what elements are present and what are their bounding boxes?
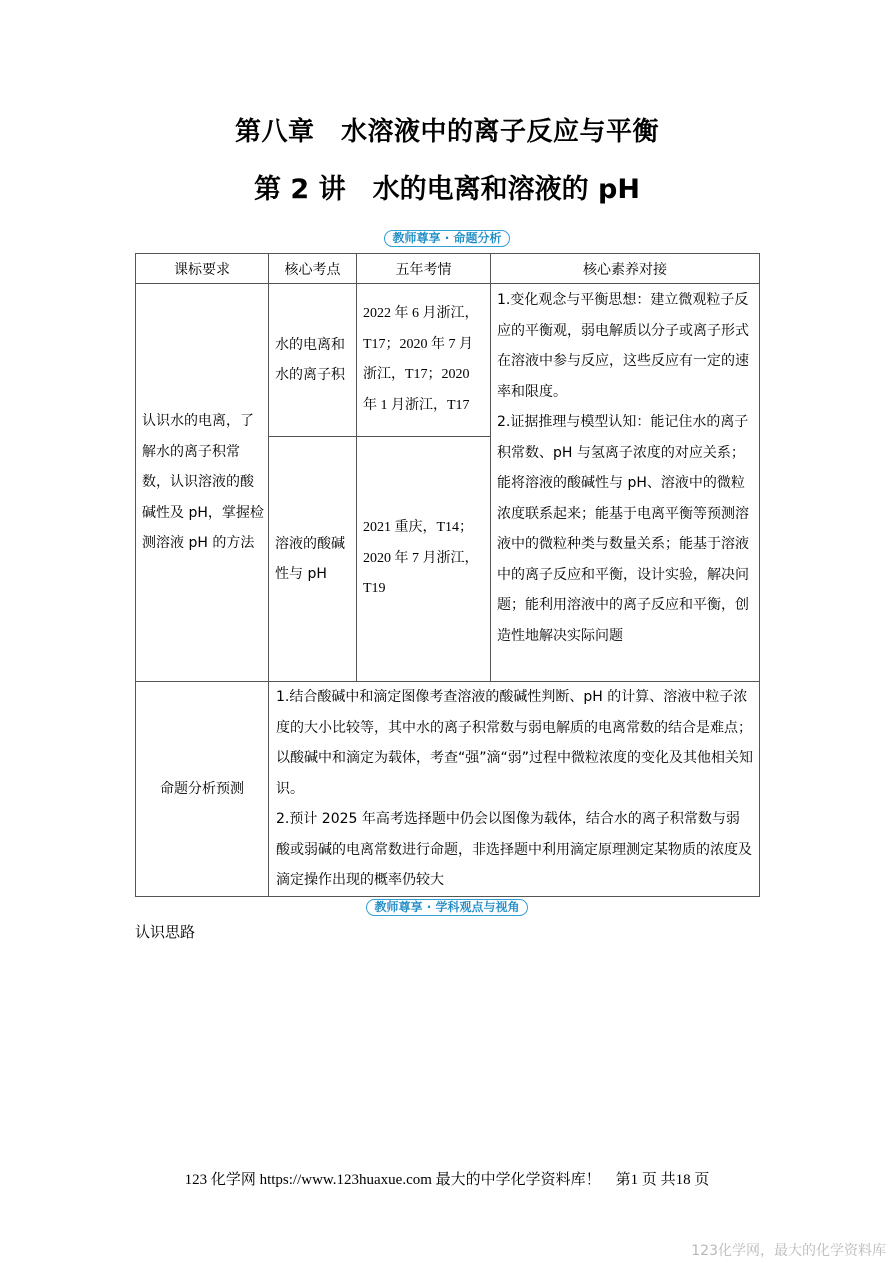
literacy-cell: 1.变化观念与平衡思想：建立微观粒子反应的平衡观，弱电解质以分子或离子形式在溶液中参与反应，这些反应有一定的速率和限度。 2.证据推理与模型认知：能记住水的离子积常数、pH 与氢离子浓度的对应关系；能将溶液的酸碱性与 pH、溶液中的微粒浓度联系起来；能基于电离平衡等预测溶液中的微粒种类与数量关系；能基于溶液中的离子反应和平衡，设计实验，解决问题；能利用溶液中的离子反应和平衡，创造性地解决实际问题 <box>491 284 760 682</box>
table-row <box>136 284 760 437</box>
badge-label: 教师尊享 · 命题分析 <box>384 230 511 247</box>
page-footer: 123 化学网 https://www.123huaxue.com 最大的中学化学资料库！ 第1 页 共18 页 <box>184 1172 710 1188</box>
badge-teacher-analysis <box>0 227 894 247</box>
header-literacy: 核心素养对接 <box>491 254 760 284</box>
badge-teacher-perspective <box>0 896 894 916</box>
section-heading: 认识思路 <box>135 923 196 941</box>
curriculum-cell: 认识水的电离，了解水的离子积常数，认识溶液的酸碱性及 pH，掌握检测溶液 pH 的方法 <box>136 284 269 682</box>
header-core-points: 核心考点 <box>269 254 357 284</box>
core-point-1: 水的电离和水的离子积 <box>269 284 357 437</box>
lecture-title: 第 2 讲 水的电离和溶液的 pH <box>254 174 640 205</box>
watermark: 123化学网，最大的化学资料库 <box>691 1243 886 1259</box>
header-five-year-exams: 五年考情 <box>357 254 491 284</box>
exam-record-1: 2022 年 6 月浙江，T17；2020 年 7 月浙江，T17；2020 年 1 月浙江，T17 <box>357 284 491 437</box>
analysis-table <box>135 253 760 897</box>
chapter-title: 第八章 水溶液中的离子反应与平衡 <box>234 117 659 147</box>
core-point-2: 溶液的酸碱性与 pH <box>269 437 357 682</box>
table-header-row <box>136 254 760 284</box>
prediction-row <box>136 682 760 897</box>
exam-record-2: 2021 重庆，T14；2020 年 7 月浙江，T19 <box>357 437 491 682</box>
badge-label: 教师尊享 · 学科观点与视角 <box>366 899 529 916</box>
prediction-label: 命题分析预测 <box>136 682 269 897</box>
prediction-content: 1.结合酸碱中和滴定图像考查溶液的酸碱性判断、pH 的计算、溶液中粒子浓度的大小比较等，其中水的离子积常数与弱电解质的电离常数的结合是难点；以酸碱中和滴定为载体，考查“强”滴“弱”过程中微粒浓度的变化及其他相关知识。 2.预计 2025 年高考选择题中仍会以图像为载体，结合水的离子积常数与弱酸或弱碱的电离常数进行命题，非选择题中利用滴定原理测定某物质的浓度及滴定操作出现的概率仍较大 <box>269 682 760 897</box>
header-curriculum: 课标要求 <box>136 254 269 284</box>
